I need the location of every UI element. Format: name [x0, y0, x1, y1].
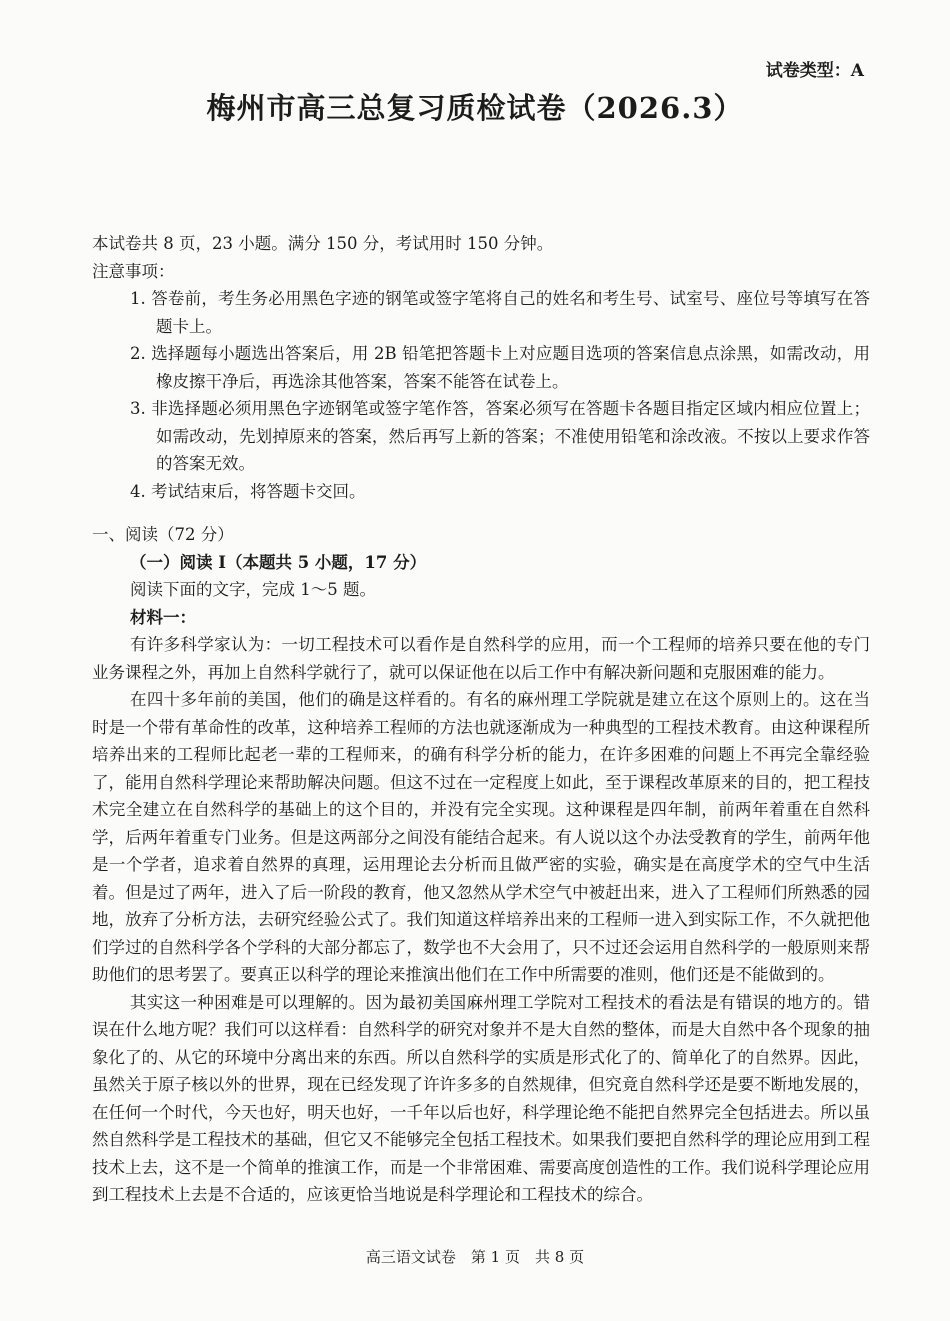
- notice-item-1: 1. 答卷前，考生务必用黑色字迹的钢笔或签字笔将自己的姓名和考生号、试室号、座位号等填写在答题卡上。: [130, 289, 870, 336]
- exam-summary: 本试卷共 8 页，23 小题。满分 150 分，考试用时 150 分钟。: [92, 234, 554, 253]
- reading-instruction: 阅读下面的文字，完成 1～5 题。: [130, 580, 376, 599]
- page-footer: 高三语文试卷 第 1 页 共 8 页: [365, 1248, 585, 1266]
- section-heading: 一、阅读（72 分）: [92, 525, 234, 544]
- material-paragraph: 有许多科学家认为：一切工程技术可以看作是自然科学的应用，而一个工程师的培养只要在他的专门业务课程之外，再加上自然科学就行了，就可以保证他在以后工作中有解决新问题和克服困难的能力。: [92, 635, 870, 682]
- page-title: 梅州市高三总复习质检试卷（2026.3）: [206, 91, 744, 125]
- notice-item-2: 2. 选择题每小题选出答案后，用 2B 铅笔把答题卡上对应题目选项的答案信息点涂黑，如需改动，用橡皮擦干净后，再选涂其他答案，答案不能答在试卷上。: [130, 344, 870, 391]
- paper-type-label: 试卷类型：A: [765, 61, 864, 81]
- material-paragraph: 在四十多年前的美国，他们的确是这样看的。有名的麻州理工学院就是建立在这个原则上的。这在当时是一个带有革命性的改革，这种培养工程师的方法也就逐渐成为一种典型的工程技术教育。由这种课程所培养出来的工程师比起老一辈的工程师来，的确有科学分析的能力，在许多困难的问题上不再完全靠经验了，能用自然科学理论来帮助解决问题。但这不过在一定程度上如此，至于课程改革原来的目的，把工程技术完全建立在自然科学的基础上的这个目的，并没有完全实现。这种课程是四年制，前两年着重在自然科学，后两年着重专门业务。但是这两部分之间没有能结合起来。有人说以这个办法受教育的学生，前两年他是一个学者，追求着自然界的真理，运用理论去分析而且做严密的实验，确实是在高度学术的空气中生活着。但是过了两年，进入了后一阶段的教育，他又忽然从学术空气中被赶出来，进入了工程师们所熟悉的园地，放弃了分析方法，去研究经验公式了。我们知道这样培养出来的工程师一进入到实际工作，不久就把他们学过的自然科学各个学科的大部分都忘了，数学也不大会用了，只不过还会运用自然科学的一般原则来帮助他们的思考罢了。要真正以科学的理论来推演出他们在工作中所需要的准则，他们还是不能做到的。: [92, 690, 870, 984]
- notice-item-4: 4. 考试结束后，将答题卡交回。: [130, 481, 366, 501]
- exam-body: [92, 230, 870, 1209]
- notice-heading: 注意事项：: [92, 261, 175, 281]
- material-paragraph: 其实这一种困难是可以理解的。因为最初美国麻州理工学院对工程技术的看法是有错误的地方的。错误在什么地方呢？我们可以这样看：自然科学的研究对象并不是大自然的整体，而是大自然中各个现象的抽象化了的、从它的环境中分离出来的东西。所以自然科学的实质是形式化了的、简单化了的自然界。因此，虽然关于原子核以外的世界，现在已经发现了许许多多的自然规律，但究竟自然科学还是要不断地发展的，在任何一个时代，今天也好，明天也好，一千年以后也好，科学理论绝不能把自然界完全包括进去。所以虽然自然科学是工程技术的基础，但它又不能够完全包括工程技术。如果我们要把自然科学的理论应用到工程技术上去，这不是一个简单的推演工作，而是一个非常困难、需要高度创造性的工作。我们说科学理论应用到工程技术上去是不合适的，应该更恰当地说是科学理论和工程技术的综合。: [92, 992, 870, 1204]
- material-label: 材料一：: [130, 607, 196, 627]
- notice-item-3: 3. 非选择题必须用黑色字迹钢笔或签字笔作答，答案必须写在答题卡各题目指定区域内相应位置上；如需改动，先划掉原来的答案，然后再写上新的答案；不准使用铅笔和涂改液。不按以上要求作答的答案无效。: [130, 399, 870, 473]
- subsection-heading: （一）阅读 I（本题共 5 小题，17 分）: [130, 552, 427, 572]
